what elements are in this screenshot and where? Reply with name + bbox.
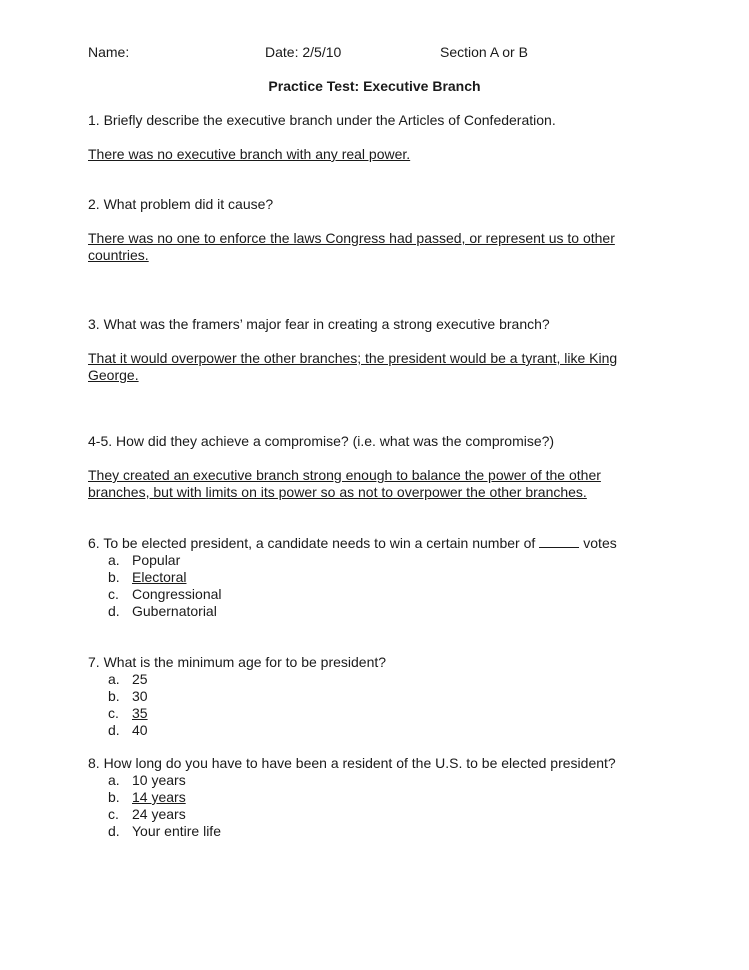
question-6-text: 6. To be elected president, a candidate needs to win a certain number of (88, 535, 536, 551)
answer-3: That it would overpower the other branches; the president would be a tyrant, like King George. (88, 350, 618, 383)
date-label: Date: 2/5/10 (265, 44, 342, 60)
answer-4-5: They created an executive branch strong enough to balance the power of the other branches, but with limits on its power so as not to overpower the other branches. (88, 467, 601, 500)
section-label: Section A or B (440, 44, 528, 60)
question-6-options (108, 552, 222, 620)
option-label: 30 (132, 688, 148, 704)
question-6 (88, 535, 668, 552)
option-item: b. 30 (108, 688, 148, 704)
option-label: 40 (132, 722, 148, 738)
option-label: Gubernatorial (132, 603, 217, 619)
question-8: 8. How long do you have to have been a resident of the U.S. to be elected president? (88, 755, 616, 771)
option-label-selected: Electoral (132, 569, 187, 585)
question-6-suffix: votes (583, 535, 617, 551)
option-label-selected: 35 (132, 705, 148, 721)
question-3: 3. What was the framers’ major fear in creating a strong executive branch? (88, 316, 550, 332)
question-7-options (108, 671, 148, 739)
option-item: d. Gubernatorial (108, 603, 217, 619)
option-item: b. Electoral (108, 569, 187, 585)
option-item: c. 24 years (108, 806, 186, 822)
option-item: c. 35 (108, 705, 148, 721)
page-title: Practice Test: Executive Branch (268, 78, 481, 94)
option-item: d. Your entire life (108, 823, 221, 839)
header-row (88, 44, 648, 64)
question-1: 1. Briefly describe the executive branch under the Articles of Confederation. (88, 112, 556, 128)
option-label: Congressional (132, 586, 222, 602)
question-2: 2. What problem did it cause? (88, 196, 274, 212)
answer-1: There was no executive branch with any real power. (88, 146, 411, 162)
option-item: b. 14 years (108, 789, 186, 805)
answer-2: There was no one to enforce the laws Congress had passed, or represent us to other countries. (88, 230, 615, 263)
option-item: a. 10 years (108, 772, 186, 788)
answer-blank (539, 536, 579, 548)
option-item: a. 25 (108, 671, 148, 687)
option-item: c. Congressional (108, 586, 222, 602)
option-label: 25 (132, 671, 148, 687)
option-label: Your entire life (132, 823, 221, 839)
name-label: Name: (88, 44, 130, 60)
option-label: Popular (132, 552, 181, 568)
option-item: a. Popular (108, 552, 181, 568)
option-item: d. 40 (108, 722, 148, 738)
question-8-options (108, 772, 221, 840)
option-label: 24 years (132, 806, 186, 822)
option-label: 10 years (132, 772, 186, 788)
question-4-5: 4-5. How did they achieve a compromise? (i.e. what was the compromise?) (88, 433, 555, 449)
option-label-selected: 14 years (132, 789, 186, 805)
question-7: 7. What is the minimum age for to be president? (88, 654, 387, 670)
